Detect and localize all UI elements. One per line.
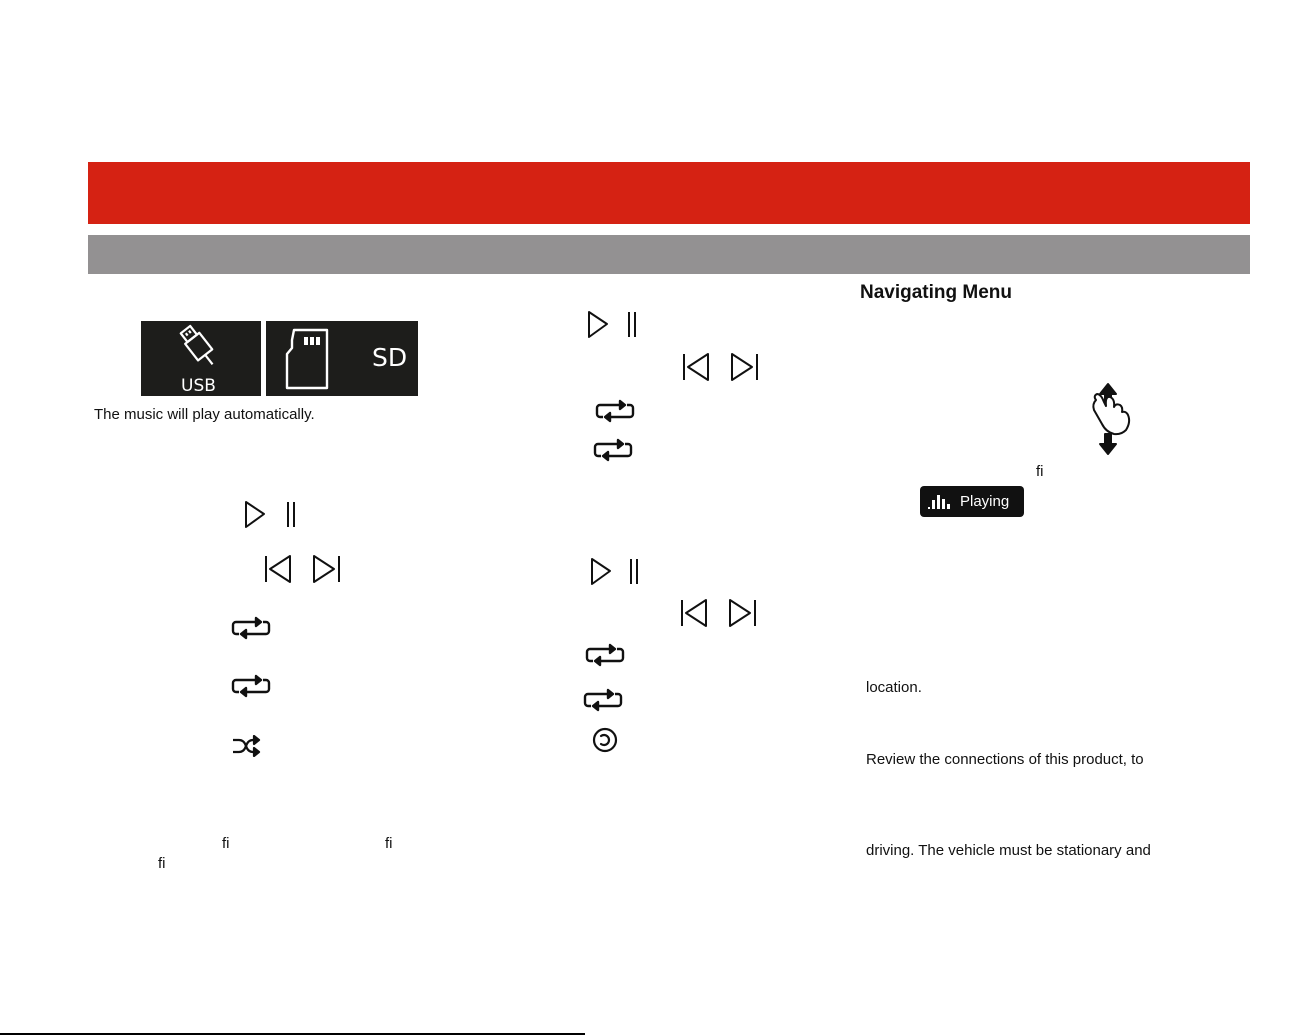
usb-label: USB (181, 376, 216, 396)
header-grey-band (88, 235, 1250, 274)
repeat-all-icon (583, 688, 623, 712)
usb-plug-icon (175, 323, 223, 371)
repeat-all-icon (593, 438, 633, 462)
repeat-icon (595, 399, 635, 423)
navigating-menu-heading: Navigating Menu (860, 282, 1013, 303)
sd-source-tile[interactable] (266, 321, 418, 396)
ligature-mark: fi (385, 835, 393, 852)
ligature-mark: fi (222, 835, 230, 852)
header-red-band (88, 162, 1250, 224)
playing-label: Playing (960, 493, 1010, 510)
ligature-mark: fi (1036, 463, 1044, 480)
prev-next-icon (682, 352, 760, 382)
auto-play-text: The music will play automatically. (94, 406, 315, 423)
shuffle-icon (231, 735, 261, 757)
play-pause-icon (244, 500, 300, 530)
repeat-icon (231, 616, 271, 640)
sd-card-icon (284, 328, 330, 390)
play-pause-icon (590, 557, 646, 587)
repeat-all-icon (231, 674, 271, 698)
prev-next-icon (264, 554, 342, 584)
review-text: Review the connections of this product, to (866, 751, 1144, 768)
repeat-icon (585, 643, 625, 667)
equalizer-icon (928, 492, 950, 510)
location-text: location. (866, 679, 922, 696)
driving-text: driving. The vehicle must be stationary and (866, 842, 1151, 859)
now-playing-badge[interactable] (920, 486, 1024, 517)
bottom-rule (0, 1033, 585, 1035)
usb-source-tile[interactable] (141, 321, 261, 396)
ligature-mark: fi (158, 855, 166, 872)
play-pause-icon (587, 310, 643, 340)
swipe-hand-icon (1088, 382, 1136, 456)
sd-label: SD (372, 343, 408, 372)
prev-next-icon (680, 598, 758, 628)
sync-circle-icon (592, 727, 618, 753)
